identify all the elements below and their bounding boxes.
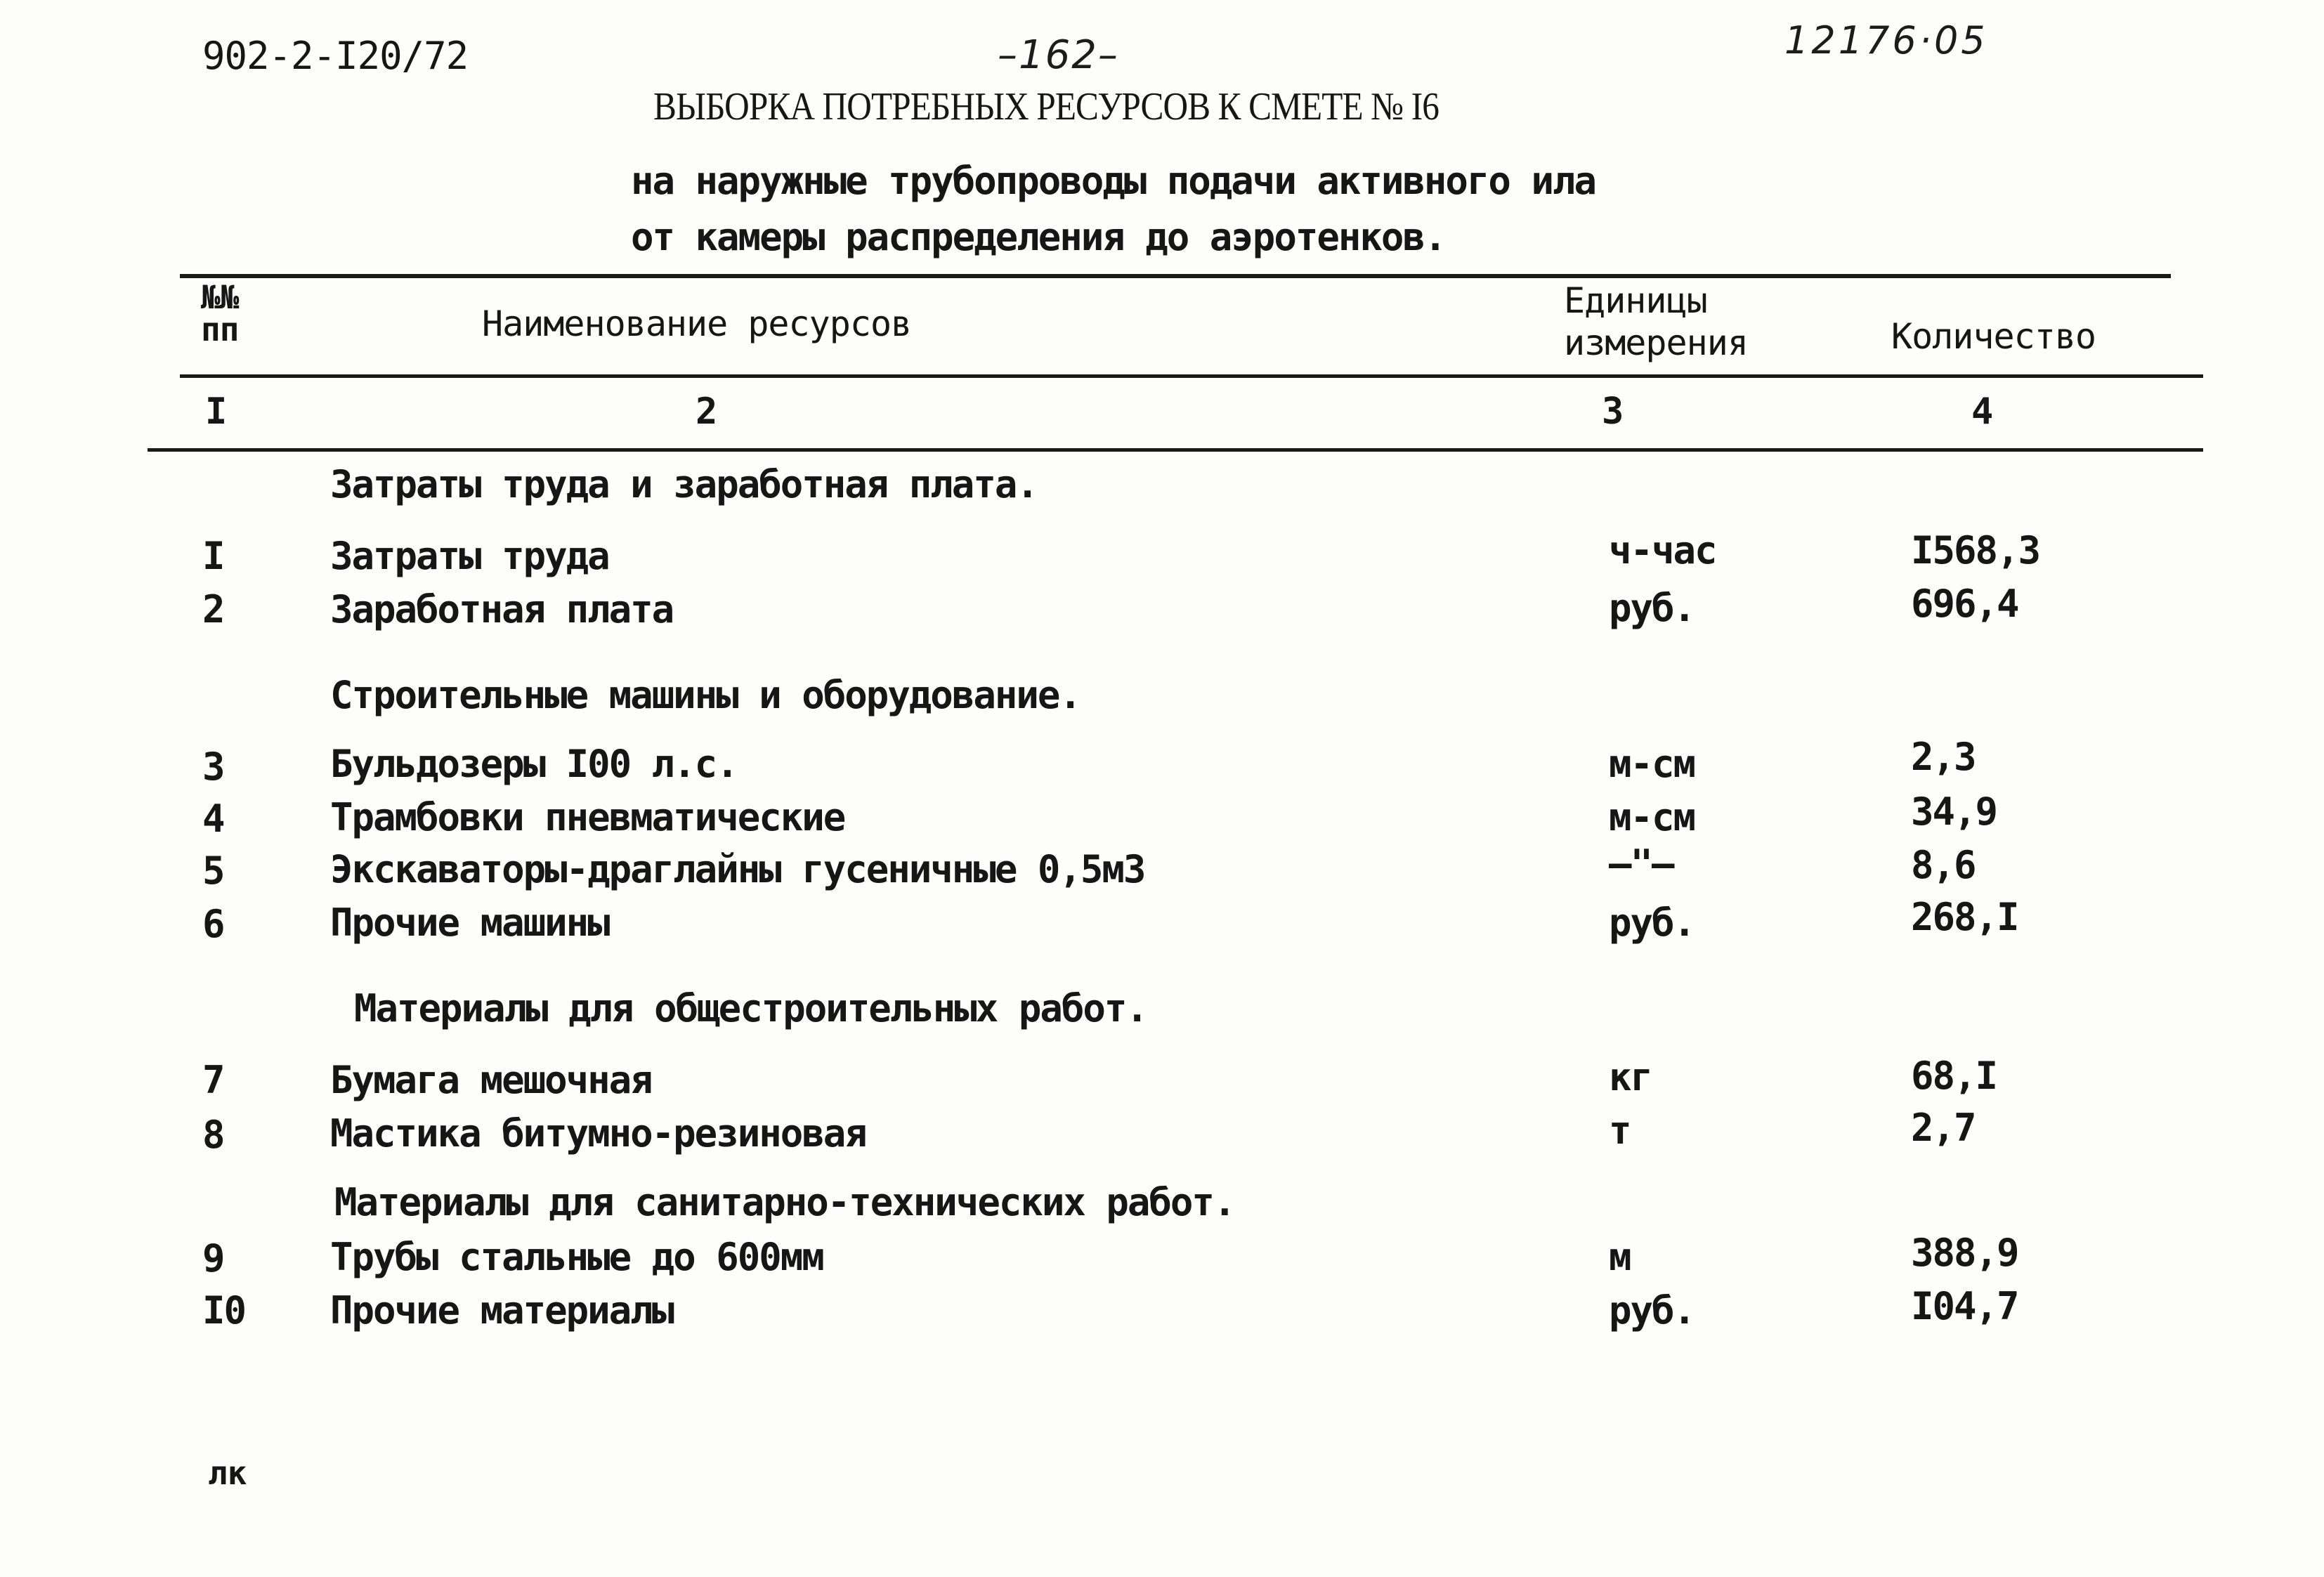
row-name: Мастика битумно-резиновая — [330, 1111, 866, 1156]
row-quantity: 2,7 — [1911, 1106, 1976, 1150]
row-quantity: 388,9 — [1911, 1231, 2018, 1275]
row-quantity: I04,7 — [1911, 1284, 2018, 1328]
column-number-4: 4 — [1971, 391, 1994, 433]
row-number: 4 — [202, 797, 224, 841]
document-subtitle-line-1: на наружные трубопроводы подачи активного ила — [631, 159, 1595, 203]
row-quantity: I568,3 — [1911, 528, 2040, 572]
section-title: Строительные машины и оборудование. — [330, 673, 1081, 717]
row-number: I0 — [202, 1288, 246, 1333]
column-number-1: I — [205, 391, 228, 433]
row-unit: руб. — [1609, 1288, 1695, 1333]
row-unit: руб. — [1609, 901, 1695, 945]
column-header-number: №№ пп — [201, 278, 239, 348]
row-quantity: 34,9 — [1911, 790, 1997, 834]
row-unit: м-см — [1609, 742, 1695, 786]
section-title: Материалы для общестроительных работ. — [354, 986, 1147, 1030]
row-quantity: 2,3 — [1911, 735, 1976, 779]
row-unit: т — [1609, 1108, 1631, 1153]
document-code: 902-2-I20/72 — [202, 34, 469, 78]
section-title: Материалы для санитарно-технических работ. — [334, 1180, 1235, 1224]
row-quantity: 68,I — [1911, 1054, 1997, 1098]
row-name: Экскаваторы-драглайны гусеничные 0,5м3 — [330, 847, 1145, 891]
column-number-3: 3 — [1602, 391, 1624, 433]
row-name: Трамбовки пневматические — [330, 795, 845, 839]
table-top-rule — [180, 274, 2171, 278]
row-number: 3 — [202, 745, 224, 789]
column-header-unit: Единицы измерения — [1564, 280, 1748, 363]
row-name: Бумага мешочная — [330, 1058, 652, 1102]
row-name: Затраты труда — [330, 534, 609, 578]
row-number: 8 — [202, 1113, 224, 1157]
row-unit: м — [1609, 1235, 1631, 1279]
row-quantity: 696,4 — [1911, 582, 2018, 626]
row-name: Прочие машины — [330, 901, 609, 945]
row-number: 2 — [202, 587, 224, 632]
column-number-2: 2 — [696, 391, 718, 433]
row-number: I — [202, 534, 224, 578]
row-number: 9 — [202, 1236, 224, 1281]
row-unit: ч-час — [1609, 528, 1716, 572]
row-name: Прочие материалы — [330, 1288, 674, 1333]
column-header-name: Наименование ресурсов — [482, 303, 912, 344]
row-unit: руб. — [1609, 586, 1695, 630]
footer-mark: лк — [208, 1454, 247, 1492]
table-header-rule — [180, 374, 2203, 378]
row-name: Заработная плата — [330, 587, 674, 632]
row-unit: –"– — [1609, 842, 1673, 886]
row-name: Бульдозеры I00 л.с. — [330, 742, 738, 786]
row-number: 6 — [202, 902, 224, 946]
table-column-number-rule — [148, 448, 2203, 452]
row-quantity: 8,6 — [1911, 843, 1976, 887]
row-name: Трубы стальные до 600мм — [330, 1235, 823, 1279]
document-subtitle-line-2: от камеры распределения до аэротенков. — [631, 215, 1446, 259]
row-number: 7 — [202, 1058, 224, 1102]
document-title: ВЫБОРКА ПОТРЕБНЫХ РЕСУРСОВ К СМЕТЕ № I6 — [653, 85, 1439, 129]
page-number: –162– — [998, 32, 1119, 78]
row-quantity: 268,I — [1911, 895, 2018, 939]
section-title: Затраты труда и заработная плата. — [330, 462, 1038, 506]
column-header-quantity: Количество — [1891, 316, 2096, 357]
row-number: 5 — [202, 849, 224, 893]
row-unit: кг — [1609, 1055, 1652, 1099]
row-unit: м-см — [1609, 795, 1695, 839]
archive-number: 12176·05 — [1784, 18, 1988, 63]
